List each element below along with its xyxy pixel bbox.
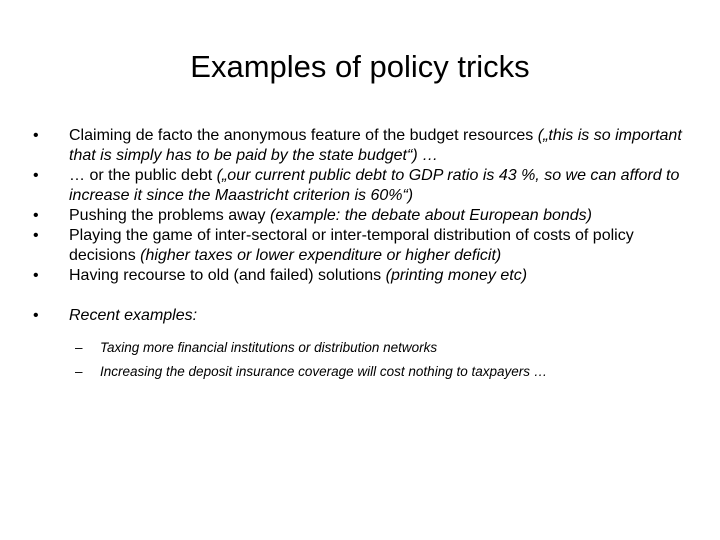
bullet-text: Playing the game of inter-sectoral or inter-temporal distribution of costs of policy decisions — [69, 227, 634, 264]
bullet-icon: • — [33, 307, 39, 324]
dash-icon: – — [75, 340, 83, 355]
bullet-icon: • — [33, 227, 39, 244]
bullet-text: Having recourse to old (and failed) solutions — [69, 267, 386, 284]
bullet-icon: • — [33, 267, 39, 284]
bullet-text: Claiming de facto the anonymous feature of the budget resources — [69, 127, 538, 144]
bullet-list — [33, 126, 703, 384]
bullet-text: Pushing the problems away — [69, 207, 270, 224]
bullet-item-distribution-of-costs — [33, 226, 703, 266]
dash-icon: – — [75, 364, 83, 379]
bullet-icon: • — [33, 167, 39, 184]
bullet-example: (example: the debate about European bonds) — [270, 207, 593, 224]
bullet-icon: • — [33, 127, 39, 144]
sub-bullet-text: Taxing more financial institutions or distribution networks — [100, 340, 438, 355]
bullet-text: … or the public debt — [69, 167, 217, 184]
bullet-quote: („our current public debt to GDP ratio is 43 %, so we can afford to increase it since the Maastricht criterion is 60%“) — [69, 167, 680, 204]
sub-bullet-taxing-institutions — [69, 336, 703, 360]
bullet-heading: Recent examples: — [69, 307, 198, 324]
bullet-quote: („this is so important that is simply has to be paid by the state budget“) … — [69, 127, 682, 164]
bullet-example: (printing money etc) — [385, 267, 528, 284]
sub-bullet-list — [69, 336, 703, 384]
bullet-item-recent-examples — [33, 306, 703, 384]
bullet-example: (higher taxes or lower expenditure or higher deficit) — [140, 247, 502, 264]
bullet-item-old-solutions — [33, 266, 703, 286]
bullet-item-public-debt — [33, 166, 703, 206]
bullet-item-budget-resources — [33, 126, 703, 166]
sub-bullet-deposit-insurance — [69, 360, 703, 384]
bullet-item-pushing-problems — [33, 206, 703, 226]
sub-bullet-text: Increasing the deposit insurance coverage will cost nothing to taxpayers … — [100, 364, 548, 379]
bullet-icon: • — [33, 207, 39, 224]
slide-title: Examples of policy tricks — [190, 49, 530, 84]
